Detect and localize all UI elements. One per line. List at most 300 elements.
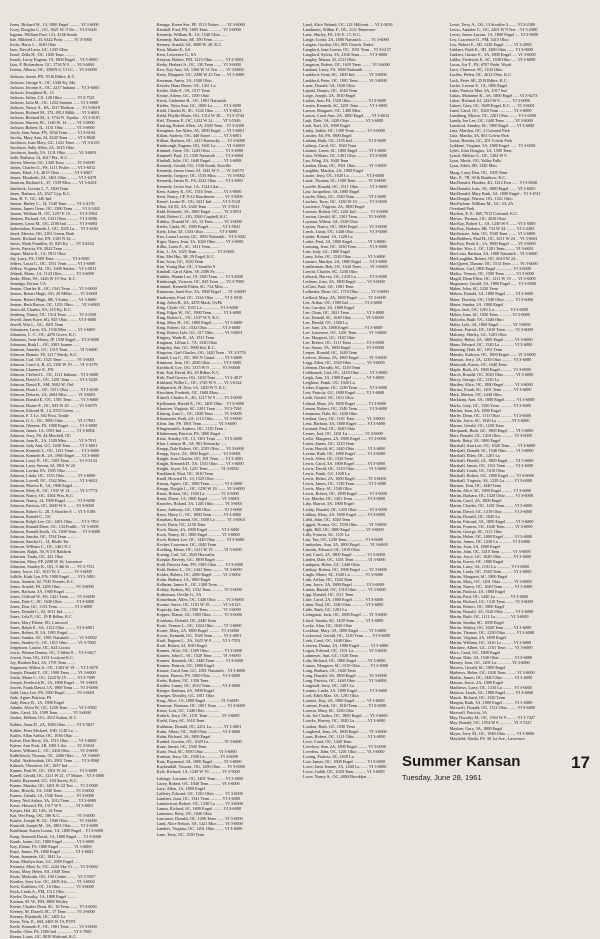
directory-entry: Johnson, Carl, OC, 1525 Tenn ............. VI 3-6001 (10, 357, 95, 363)
directory-entry: Ivrieta, Alberta, OC, 3500N 6, T.O.C. ... VI 3-6000 (10, 67, 97, 73)
directory-entry: Kocher, Lawrence, OC, 1040 Tenn (156, 541, 216, 547)
directory-entry: Loeb, Carol, OC, 1640 Ohio (303, 637, 352, 643)
directory-entry: Jowett, Ivan, OG, 2151 Lockout K.C. (10, 654, 74, 660)
directory-entry: Leigh, Ann, 3A, 1800 Engel ............. VI 3-6000 (303, 375, 385, 381)
directory-entry: Major, Jack, OC, 1201 La .............. VI 3-6000 (449, 306, 528, 312)
directory-entry: Martin, Richard, GC, 1310 Tenn ........ VI 3-6000 (449, 599, 533, 605)
directory-entry: Johnson, Glennie, FS, 1900 Engel ......... VI 3-6000 (10, 422, 98, 428)
directory-entry: Martin, George, 6C, 1111 Ohio (449, 528, 503, 534)
directory-entry: Johansen, Ruth L., OC, 3303 Joanne ...... (10, 341, 80, 347)
directory-entry: Joiner, Joyce, GC, 1615 W. 2 ............ VI 3-6000 (10, 569, 92, 575)
directory-entry: Kalinch, Theodore, OC, 1037 Ind ......... (10, 762, 78, 768)
directory-entry: Mayer, Jerry M., OC, 1940 Ohio ......... VI 3-8000 (449, 730, 535, 736)
directory-entry: Johnson, Judy Ann, GC, 1430 Tenn ....... VI 3-6001 (10, 442, 98, 448)
directory-entry: Keest, Wm. E., 6M, 2405 W 19, PVFI (10, 919, 76, 925)
directory-entry: Lawton, Gerald, 6C, 1301 Tenn ......... VI 3-6000 (303, 213, 386, 219)
directory-entry: Izzo, David Leon, GC, 1235 Ohio (10, 47, 68, 53)
directory-entry: Manson, Jerry, 3A, 1230 Ohio .......... VI 3-6000 (449, 357, 532, 363)
directory-entry: Lord, Edith Mae, 3A, 1201 Ohio (303, 693, 359, 699)
directory-entry: Kreider, Lanny, OC, 2014 Tenn .......... VI 3-6000 (156, 683, 241, 689)
directory-entry: Jensen, Barb Brown, OC, 1251 Ohio ....... VI 3-6000 (10, 301, 100, 307)
directory-entry: Lenz, Barbara, 3A, 1800 Engel ......... VI 3-6000 (303, 420, 386, 426)
directory-entry: Larkin, Ann, FS, 1520 Ohio ............... VI 3-6000 (303, 97, 387, 103)
directory-entry: Luck, Peter, 6E, 25 B Rdbre, K.C. (449, 77, 508, 83)
directory-entry: Johnson, F. J. Le, 302 First, Trndle (10, 412, 69, 418)
directory-entry: Kiefer, Linda, 8C, 1800 Engel ............ VI 3-5041 (156, 223, 241, 229)
directory-entry: Lenhart, Gary, OC, 1101 Tenn .......... VI 3-6000 (303, 415, 385, 421)
directory-entry: Lorimer, Frank, OC, 1610 Tenn ......... VI 3-6000 (303, 703, 387, 709)
directory-entry: Johnson, G. L., OC, 5000 Ohio ............ VI 3-7001 (10, 417, 96, 423)
directory-entry: Lester, James, OC, 1210 Tenn (303, 440, 355, 446)
directory-column-3 (303, 22, 444, 779)
directory-entry: MacLaughlin, Robert, OC, 6610 W 24 ... (449, 256, 520, 262)
directory-entry: Johansen, C. C., OC, 4276 Grove, K.C. (10, 331, 78, 337)
directory-entry: Jensen, Robert Hugh, SB, 3 Sutter ........ VI 3-6600 (10, 296, 97, 302)
directory-entry: Keeney, Elizabeth, OC, 1402 La (10, 914, 66, 920)
directory-entry: Kennedy, James Gene, 6J, 1441 W 9 ..... VI 3-6579 (156, 168, 244, 174)
directory-entry: Loving, Patricia, 6C, 1610 La (303, 753, 354, 759)
directory-entry: Jones, Mary Elaine, 8G, Linwood (10, 619, 68, 625)
directory-entry: Large, Joseph, 2A, 1810 Engel (303, 92, 356, 98)
directory-entry: Keatley, Jerry Lee, OC, 2409 Ala ........ VI 3-6004 (10, 878, 95, 884)
directory-entry: Knight, Joan Charles, OC, 501 Tenn ..... VI 3-4001 (156, 456, 244, 462)
directory-entry: Mackie, Wm. J., OC, 1201 Tenn ......... VI 3-6001 (449, 246, 534, 252)
directory-entry: James, Elizabeth, 2A, 1401 Ohio .......... VI 3-6478 (10, 175, 97, 181)
directory-entry: Koch, Marie, 2A, 1800 Engel ............ VI 3-6000 (156, 526, 240, 532)
directory-entry: Mark, Marion, OC, 1440 Ohio (449, 392, 502, 398)
directory-entry: Matthews, Larry, OC, 1310 La .......... VI 3-6000 (449, 685, 532, 691)
directory-entry: Kemptner, Jon Allen, 3A, 1800 Engel .... VI 3-6001 (156, 127, 245, 133)
directory-entry: Kendall, Fred, PN, 1805 Tenn ............. VI 3-6000 (156, 27, 241, 33)
directory-entry: Joslin, Marie C., OC, 1224 W 19 ......... VI 3-7009 (10, 675, 96, 681)
directory-entry: Little, Ruth, GC, 1201 La (303, 607, 347, 613)
directory-entry: Martin, Shirley, OC, 1620 Tenn ........ VI 3-6000 (449, 624, 532, 630)
directory-entry: Kutz, Raymond, 3A, 1800 Engel ......... VI 3-6000 (156, 758, 242, 764)
directory-entry: Lyles, John Douglas, 3A, 1500 Tenn (449, 148, 512, 154)
directory-entry: Martin, Frances, OC, 1640 Tenn ........ VI 3-6000 (449, 523, 533, 529)
directory-entry: Keck, Linda A., FM, 1512 Ohio ........... (10, 889, 78, 895)
directory-entry: King, Robert, GC, 1532 Ohio ............. VI 3-6000 (156, 324, 241, 330)
directory-entry: Martin, Linda, OC, 1540 Tenn .......... VI 3-6000 (449, 569, 532, 575)
directory-entry: Marshall, Donald, 6C, 1540 Ohio ....... VI 3-6000 (449, 447, 534, 453)
directory-entry: Kramer, Kenneth, OC, 1440 Tenn ......... VI 3-6000 (156, 657, 244, 663)
directory-entry: Joseph, Donald T., OC, 1900 Tenn ....... VI 3-6000 (10, 670, 96, 675)
directory-entry: Legg, Allen, OC, 1520 Ohio ............. VI 3-6000 (303, 360, 385, 366)
directory-entry: Martin, James, OC, 1230 La ............ VI 3-6000 (449, 538, 531, 544)
directory-entry: Jackson, Richard M., 3, 1734 N. Topeka .. VI 3-6101 (10, 114, 101, 120)
directory-entry: Lefevre, Donna, 2A, 1800 Engel ........ VI 3-6000 (303, 355, 387, 361)
directory-entry: Jenks, Ellen, 8A, 1426 W 19 Terr, K.C. (10, 276, 77, 282)
directory-entry: Kieffer, Neva Ann, GC, 1000 La ......... VI 3-6000 (156, 102, 242, 108)
directory-entry: Jarvis, Patricia, FS, 2042 Tenn .......... (10, 246, 74, 252)
directory-entry: Lemon, Robert, OC, 1540 Tenn .......... VI 3-6000 (303, 405, 388, 411)
directory-entry: Lee, Chun, OC, 1021 Tenn ............... VI 3-6000 (303, 309, 385, 315)
directory-entry: Lundy, Joe Lee, OC, 1440 Tenn ......... VI 3-6000 (449, 117, 533, 123)
directory-entry: Kolterman, Orville G., 3A (156, 592, 202, 598)
directory-entry: Johnson, Ronald Dene, OC, 134 Frnhls .. VI 3-6000 (10, 523, 99, 529)
directory-entry: Maag, Larry Don, OC, 1305 Tenn (449, 170, 508, 176)
directory-entry: Knoop, Agnes, OC, 1000 Tenn ............. VI 3-6000 (156, 481, 243, 487)
directory-entry: Latham, Ruth, OC, 1105 Ind .............. VI 3-6000 (303, 138, 387, 144)
directory-entry: Lucas, Joe T., FS, 6707 Pride, Wyatt (449, 62, 512, 68)
directory-entry: Kennedy, Gerald, OG, 1530 South, Kmville (156, 163, 232, 169)
directory-entry: Johnson, Edward H., 14, 5555 Green ...... (10, 407, 81, 413)
directory-entry: Martin, John, OC, 1410 Tenn ........... VI 3-6000 (449, 548, 531, 554)
directory-entry: Martin, Virginia, 2A, 1800 Engel (449, 634, 506, 640)
directory-entry: Irwin, Harry L., 1040 Ohio (10, 42, 57, 48)
directory-column-2 (156, 22, 298, 837)
directory-entry: Lash, Dale, 3A, 1420 Ohio .............. VI 3-6000 (303, 117, 384, 123)
directory-entry: Jackson, Robert, IL, 1131 Ohio ........... VI 3-6000 (10, 124, 95, 130)
directory-entry: Jarrett, Richard Joe, FN, 1301 N 34 .... (10, 235, 76, 241)
directory-entry: Lohr, Richard, OC, 1800 Engel ......... VI 3-6000 (303, 657, 386, 663)
directory-entry: Kimbrough, Victoria, OC, 843 Tenn ...... VI 3-7880 (156, 279, 244, 285)
directory-entry: Kent, Nancy, CF, 9-12 Hawthorne ........ VI 3-5000 (156, 193, 243, 199)
directory-entry: Larson, Carol Ann, 2A, 1800 Engel ...... VI 3-6012 (303, 112, 390, 118)
directory-entry: Jolliffe, Kath Lyn, FN, 1900 Engel ...... VI 3-5001 (10, 574, 96, 580)
directory-entry: Martin, Paul, OC, 1440 La ............. VI 3-6000 (449, 594, 529, 600)
directory-entry: Kennedy, William R., 1A, 1540 Ohio ...... (156, 32, 228, 38)
directory-entry: Lee, Arthur, OC, 1500 Ind .............. VI 3-6000 (303, 299, 383, 305)
directory-entry: Levin, Harold, 6C, 1440 Ohio ........... VI 3-6000 (303, 445, 386, 451)
directory-entry: Kaye, James, FS, 1800 Engel ............. VI 3-6602 (10, 848, 94, 854)
directory-entry: Madison, Carl, 1800 Engel ............... VI 3-6000 (449, 266, 531, 272)
directory-entry: Long, Donald, 3A, 1800 Engel ........... VI 3-6000 (303, 673, 387, 679)
directory-entry: Johansen, Gene Henry, IP, 1530 Engel .... VI 3-6000 (10, 336, 99, 342)
directory-entry: Kahler, Anna D., 2A, 1040 Ohio ......... VI 3-5827 (10, 722, 95, 728)
directory-entry: Kingery, Wade R., 3A, 1511 Tenn (156, 334, 214, 340)
directory-entry: Light, Bill, OC, 1800 Engel ............. VI 3-6000 (303, 526, 384, 532)
directory-entry: Kiddoo, Donald W., 3A, 12 Tenn ......... VI 3-6000 (156, 218, 242, 224)
directory-entry: Lambertson, Robert, OC, 1330 La ........ VI 3-6000 (156, 801, 243, 807)
directory-entry: Ivory, Douglas C., GC, 5621 W. 9 Ter ... VI 3-6441 (10, 27, 98, 33)
directory-entry: Kanne, Marsha, OC, 1401 W 24 Terr ..... VI 3-5000 (10, 783, 98, 789)
directory-entry: Johnson, Lavina, 8A, 1505 Ohio .......... (10, 468, 77, 474)
directory-entry: Keats, Malcolm, OG, 100 Center ......... VI 3-5507 (10, 873, 96, 879)
directory-entry: Marquardt, Ruth, GC, 1800 Engel ...... VI 3-6000 (449, 427, 534, 433)
directory-entry: Longstaff, Jerry, OC, 1201 La (303, 683, 354, 689)
directory-entry: Marshall, Ellen, OC, 1201 La (449, 452, 500, 458)
directory-entry: Leaming, Jean, OC, 1030 Tenn ........... VI 3-6000 (303, 244, 388, 250)
directory-entry: Langston, Robert, OC, 1610 Tenn ......... VI 3-6000 (303, 62, 390, 68)
directory-entry: Jackson, Annie, PN, 39 & Rdbre, K.C. (10, 74, 76, 80)
directory-entry: Lovelace, Ann, 2A, 1800 Engel ......... VI 3-6000 (303, 743, 386, 749)
directory-entry: May, Ronald, OC, 1954 W 9 ............. VI 3-7427 (449, 720, 532, 726)
directory-entry: Latta, William, OC, 1401 Ohio ........... VI 3-6000 (303, 153, 387, 159)
directory-entry: Levine, Ruth, OC, 1800 Engel .......... VI 3-6000 (303, 450, 386, 456)
directory-entry: Lee, Carolyn, 3A, 1800 Engel (303, 304, 355, 310)
directory-entry: Masters, Gerald, 6C, 1800 Engel (449, 664, 506, 670)
directory-entry: Knapp, Dale Robert, OC, 2105 Ohio ..... VI 3-6000 (156, 445, 244, 451)
directory-entry: Lewis, Carol, 3A, 1800 Engel ........... VI 3-6000 (303, 461, 386, 467)
directory-entry: Ivens, Richard W., 13, 1800 Engel .......... VI 3-6000 (10, 22, 99, 27)
directory-entry: Johnson, Clarence E., FN (10, 367, 54, 373)
directory-entry: Mauck, Richard, OC, 1520 Tenn (449, 695, 505, 701)
directory-entry: Jones, Don, GC, 1133 Tenn ............... VI 3-6000 (10, 604, 93, 610)
directory-entry: Leonard, Paul, OC, 1620 Ohio (303, 425, 356, 431)
directory-entry: Jorris, Winton Dennis, OC, 3 Stffer 8 ... VI 3-6617 (10, 649, 97, 655)
directory-entry: Kopecky, Jan, OC, 1500 Tenn ............. VI 3-6000 (156, 607, 241, 613)
directory-entry: Lomax, Margaret, 6C, 1310 Ohio ........ VI 3-6000 (303, 662, 389, 668)
directory-entry: Koepke, Beverly, GC, 1800 Engel ........ (156, 556, 225, 562)
directory-entry: Lerner, Joel, OC, 1201 La ............... VI 3-6000 (303, 430, 383, 436)
directory-entry: Kettler, Dale F., 3A, 1517 Tenn (156, 87, 210, 93)
directory-entry: Martin, Nancy, OC, 1020 Tenn .......... VI 3-6000 (449, 584, 533, 590)
directory-entry: Kimmel, Kenneth Elden, 6C, 714 Miss .... (156, 284, 229, 290)
directory-entry: Ley, Martha, OC, 1201 Tenn ............. VI 3-6000 (303, 496, 386, 502)
directory-entry: Kuhn, Albert, OC, 1640 Ohio ............. VI 3-6000 (156, 728, 241, 734)
directory-entry: Maier, Dorothy, OC, 1540 Ohio ......... VI 3-6000 (449, 296, 533, 302)
directory-entry: Markham, Ann, 3A, 1800 Engel .......... VI 3-6000 (449, 397, 535, 403)
directory-entry: Johnson, Annette, GC, 1515 Tenn .......... VI 3-6000 (10, 347, 98, 352)
directory-entry: Marshall, Virginia, 3A, 1230 La ........ VI 3-6000 (449, 478, 533, 484)
directory-entry: Mann, Edward, OC, 1520 La ............. VI 3-6000 (449, 341, 533, 347)
directory-entry: Kaiser, William L., OC, 2416 Ohio ........ VI 3-6000 (10, 747, 98, 753)
directory-entry: Kyle, Richard, 1A, 1240 W 19 ........... VI 3-5000 (156, 768, 240, 774)
directory-entry: Jay, Larry, FS, 1500 Tenn ................ VI 3-6001 (10, 256, 91, 262)
page-footer (402, 753, 590, 791)
directory-entry: Johnson, Clifford L., OC, 1111 Indiana .. VI 3-6000 (10, 372, 99, 378)
directory-entry: Kaup, Kenneth David, 1A, 1800 Engel ..... VI 3-6000 (10, 833, 102, 839)
directory-entry: Kuhlman, Donald, OC, 2231 La .......... VI 3-4001 (156, 723, 242, 729)
directory-entry: Leasure, Marilyn, 2A, 1800 Engel ...... VI 3-6000 (303, 259, 388, 265)
directory-entry: Latimer, Loren, 6C, 1800 Engel ......... VI 3-6000 (303, 148, 387, 154)
directory-entry: Mantooth, Karen, OC, 1640 Tenn (449, 362, 507, 368)
directory-entry: Kunkel, Gordon, OC, 1020 La ............. VI 3-6000 (156, 738, 242, 744)
directory-entry: Jans, R. V., GC, 340 Ind (10, 195, 52, 201)
directory-entry: Kiehl, Phyllis Marie, OG, 1314 W 30 .... VI 3-3744 (156, 112, 245, 118)
directory-entry: Kohn, Barbara, 1A, 1800 Engel (156, 577, 211, 583)
directory-entry: Lavelle, Ronald, OC, 1311 Ohio ......... VI 3-6000 (303, 183, 388, 189)
directory-entry: Marshall, Ann Lee, OC, 1020 Tenn ...... VI 3-6000 (449, 442, 536, 448)
directory-entry: Jewell, Wm L., GC, 1601 Tenn (10, 321, 64, 327)
directory-entry: Lassiter, Ed, FS, 1800 Engel (303, 133, 352, 139)
directory-entry: Marshall, Harold, 2A, 1800 Engel ...... VI 3-6000 (449, 458, 534, 464)
directory-entry: Marner, Gerald, OC, 1230 Tenn (449, 422, 504, 428)
page-number: 17 (571, 753, 590, 772)
directory-entry: Karny, Neil Arthur, 3A, 1012 Tenn ....... VI 3-6000 (10, 798, 97, 804)
directory-entry: Jensen, Charles K., OC, 1541 Tenn ....... VI 3-6000 (10, 286, 97, 292)
directory-entry: Leach, Linda, OC, 1440 Ohio ............. VI 3-6000 (303, 228, 387, 234)
directory-entry: Kohl, Patricia Ann, PN, 1305 Ohio ....... VI 3-6000 (156, 562, 244, 568)
directory-entry: Kim, Mei Hui, 3B, 29 Engel, K.C. (156, 254, 216, 260)
directory-entry: Kallal, Abdelwahab, OG, 2901 Tenn ....... VI 3-8560 (10, 757, 100, 763)
directory-entry: Langford, Sylvia, 3A, 4106 Tenn ........ VI 3-6600 (303, 52, 388, 58)
directory-entry: Marler, Dean, OC, 1111 Ohio ........... VI 3-6000 (449, 412, 531, 418)
directory-entry: Johnston, Trudy, OC, 421 Ohio (10, 553, 64, 559)
directory-entry: Kimball, Julie, OC, 1640 Engel ........... VI 3-6008 (156, 158, 242, 164)
directory-entry: Land, Alice Nelson, 3A, 1421 Miss ...... VI 3-6000 (156, 821, 243, 827)
directory-entry: Jonas, Annette, 6J, 7545 Everett, K.C. (10, 579, 75, 585)
directory-entry: Marsh, Betty, 3A, 1800 Engel (449, 437, 501, 443)
directory-entry: Lammers, Betty, OC, 1020 Ohio (156, 811, 212, 817)
directory-entry: Ingram, William Paul, 131, 4146 South (10, 32, 77, 38)
directory-entry: Kennedy, Gregory, OC, 1516 Miss ......... VI 3-6002 (156, 173, 245, 179)
directory-entry: Koppes, Elaine, GC, 1005 Ohio ........... VI 3-6000 (156, 612, 242, 618)
directory-entry: Ketzel, Lester D., OG, 1621 Ind ......... VI 3-5118 (156, 198, 241, 204)
directory-entry: Kimbrough, Eugene, OG, 1601 La ......... VI 3-6000 (156, 143, 245, 149)
directory-entry: Kieck, Catherine H., OC, 1801 Naismith (156, 97, 226, 103)
directory-entry: Kent, Audrey E., OC, 1516 Tenn ......... VI 3-6000 (156, 188, 242, 194)
directory-entry: Mac, F., 7B, 30 & Rainbow, K.C. (449, 175, 507, 181)
directory-entry: Martin, Karen, OC, 1800 Engel (449, 558, 504, 564)
directory-entry: Koster, Mary, 2A, 1800 Engel ........... VI 3-6000 (156, 627, 239, 633)
directory-entry: Lunsford, Stanley, 6C, 1800 Engel ...... VI 3-6000 (449, 122, 535, 128)
directory-entry: Jackson, Nancy A., 8A, 1517 Hodson ...... VI 3-6618 (10, 104, 100, 110)
directory-entry: Kahler, Peter Michael, 10D, 1140 La .... (10, 727, 78, 733)
directory-entry: Martin, Alice, 6C, 1800 Engel .......... VI 3-6000 (449, 488, 532, 494)
directory-entry: Kim, J., 3A, 1025 Tenn .................. VI 3-6001 (156, 249, 235, 255)
directory-entry: Kirk, Earl David, 6G, 29 Rdbre, K.C. (156, 370, 221, 376)
directory-entry: Joseph, Frederick B., 1A, 1800 Engel .... VI 3-6001 (10, 680, 98, 686)
directory-entry: Kim, Soon, GC, 1020 Tenn (156, 259, 204, 265)
directory-entry: Jackson, Richard M., 174, 4912 Milth ..... VI 3-6001 (10, 109, 100, 115)
directory-entry: Matson, Joyce, 2A, 1800 Engel (449, 680, 503, 686)
directory-entry: Lowe, Janis Jeanne, 3A, 1440 La ....... VI 3-6000 (303, 763, 387, 769)
directory-entry: Lawless, Terry, OC, 1230 W 19 .......... VI 3-6000 (303, 198, 387, 204)
directory-entry: Liby, Sharon, 3A, 1800 Engel (303, 501, 354, 507)
directory-entry: Kiely, John, 3Z, 1333 Ohio .............. VI 3-6000 (156, 228, 238, 234)
directory-entry: Knox, Anthony, GC, 1500 Ohio ........... VI 3-6000 (156, 506, 242, 512)
directory-entry: Lee, Donald, 6C, 1640 Ohio ............ VI 3-6000 (303, 314, 384, 320)
directory-entry: Johnson, Nancy, 14, 1900 Engel .......... VI 3-6000 (10, 498, 96, 504)
directory-entry: Jacobson, Joan Mary, GC, 1241 Tenn ...... VI 3-6153 (10, 140, 100, 146)
directory-entry: Lee, Lawrence, OC, 1201 Tenn .......... VI 3-6000 (303, 329, 387, 335)
directory-entry: Lindquist, Helen, GC, 1440 Ohio (303, 562, 360, 568)
directory-entry: Johnson, Ronald C., OC (10, 513, 52, 519)
directory-column-4 (450, 22, 591, 752)
directory-entry: Jules, Carol, 3A, 1509 Tenn ............. VI 3-6000 (10, 710, 91, 716)
directory-entry: Klingensmith, Andrew, OC, 1135 Tenn ... (156, 425, 228, 431)
directory-entry: Kaser, Howard, FS, 1317 W 9 ............ VI 3-6001 (10, 803, 94, 809)
directory-entry: Lange, Lorita, 2A, 1800 Naismith ........ VI 3-6000 (303, 37, 389, 43)
directory-entry: Martin, Joan, 2A, 1800 Engel (449, 543, 500, 549)
directory-entry: Kaiser, Ann Pratt, 2B, 1801 Lilac ........ VI 3-6041 (10, 742, 95, 748)
directory-entry: Kennedy, James R., FS, 2223 Ohio ....... VI 3-6001 (156, 178, 244, 184)
directory-entry: Jaskevtskas, Kenneth J., OC, 1025 La .... VI 3-6102 (10, 225, 99, 231)
directory-entry: Leader, Roland, 1A, 1220 La (303, 233, 353, 239)
directory-entry: Kenage, Karen Sue, FF, 1513 Naism ...... VI 3-6000 (156, 22, 245, 27)
directory-entry: Loucks, Harvey, OC, 1020 La ........... VI 3-6000 (303, 718, 386, 724)
directory-entry: Lockwood, Gerald, OC, 1210 Tenn ....... VI 3-6000 (303, 632, 390, 638)
directory-entry: Laughlin, Marilyn, 2A, 1800 Engel (303, 168, 364, 174)
directory-entry: Klausmeier, Ruth, 2A, 1115 Ohio ........ VI 3-6000 (156, 415, 242, 421)
directory-entry: Kennedy, Lewis Sue, 1A, 1124 Lilac ...... (156, 183, 227, 189)
directory-entry: Jones, Stanley O., OC, 1811 Ohio ........ VI 3-7000 (10, 639, 96, 645)
directory-entry: Kollman, James E., OC, 1300 Tenn ...... (156, 582, 225, 588)
directory-entry: Louis, Robert, OC, 1111 Ohio ........... VI 3-6000 (303, 733, 386, 739)
directory-entry: MacDonald, Mary Ruth, 3A, 1800 Engel .. VI 3-4511 (449, 190, 541, 196)
directory-entry: Laptad, Dennis, OC, 1040 Tenn (303, 87, 358, 93)
directory-entry: Lee, Harold, OC, 1500 La (303, 319, 348, 325)
directory-entry: Leland, Mary, 2A, 1800 Engel ........... VI 3-6000 (303, 400, 387, 406)
directory-entry: Lewis, Robert, OC, 1800 Engel .......... VI 3-6000 (303, 491, 387, 497)
directory-entry: Kohl, Robert L., OC, 1441 Tenn .......... VI 3-6000 (156, 567, 242, 573)
directory-entry: Kean, Jeannette, GC, 1841 La ............ (10, 853, 75, 859)
directory-entry: Judd, Gary Lee, PS, 1500 Engel .......... VI 3-6001 (10, 690, 95, 696)
directory-entry: Johnson, Duane E., OC, 843 W 20 ........ VI 3-6079 (10, 402, 97, 408)
directory-entry: Johnson, Kenneth L., OC, 1211 Tenn ...... VI 3-6000 (10, 447, 100, 453)
directory-entry: Kamm, Paul W., GC, 1301 W 24 ........... VI 3-6000 (10, 767, 98, 773)
directory-entry: Leatherman, Bob, OC, 1620 Tenn ....... VI 3-6000 (303, 264, 388, 270)
directory-entry: Mathews, Helen, OC, 1020 Tenn ......... VI 3-6000 (449, 670, 535, 675)
directory-entry: Martin, Donald, OC, 1020 La (449, 513, 500, 519)
directory-entry: Overland Park (449, 205, 475, 211)
directory-entry: Lane, Terry, OC, 1530 Tenn (156, 831, 204, 837)
directory-entry: Keeler, Dorothy, 1A, 1800 Engel ......... (10, 894, 77, 900)
directory-entry: Lucke, Lavern F., 1A, 1800 Engel (449, 82, 508, 88)
directory-entry: Martin, Larry, 3A, 1101 La ............. VI 3-6000 (449, 564, 530, 570)
directory-entry: Jude, Agnes Patricia, PS (10, 695, 52, 701)
directory-entry: Krause, Harvey, PS, 1000 Ohio .......... VI 3-6000 (156, 673, 241, 679)
directory-entry: Koch, Nancy, 6C, 1800 Engel ............ VI 3-6000 (156, 531, 240, 537)
directory-entry: Liggett, Norma, GC, 1530 Ohio ......... VI 3-6000 (303, 521, 387, 527)
directory-entry: Lancaster, Donald, OC, 1200 Tenn ....... VI 3-6000 (156, 816, 243, 822)
directory-entry: Johnson, Lowell, OC, 1542 Miss ........... VI 3-6022 (10, 478, 98, 484)
directory-entry: Loomis, Linda, 2A, 1800 Engel .......... VI 3-6000 (303, 688, 388, 694)
directory-entry: Kirchhoff, Lee, OG, 1315 W 9 ........... VI 3-6000 (156, 365, 240, 371)
directory-entry: Lipp, Donald, OC, 1111 Tenn (303, 592, 354, 598)
directory-entry: Johnson, Sandra G., 14, Bluffs Ter (10, 538, 69, 544)
directory-entry: Marden, Alice, OC, 1800 Engel ......... VI 3-6000 (449, 382, 533, 388)
directory-entry: Loy, Lawrence G., FM, 3415 Ohio (449, 37, 509, 43)
directory-entry: Kanell, Gerald, OC, 1211 W 21, 17 Matter .. VI 3-5000 (10, 772, 105, 778)
directory-entry: Kerby, Herbert Jr., OC, 130 Tenn ........ VI 3-6000 (156, 62, 241, 68)
directory-entry: Langford, Jean Louise, OC, 1051 Tenn .. VI 3-6157 (303, 47, 391, 53)
directory-entry: Luker, Richard, 6J, 1423 W 9 .......... VI 3-6000 (449, 97, 530, 103)
directory-entry: Kingston, Gail Charles, OG, 1420 Tenn .. VI 3-3776 (156, 350, 246, 356)
directory-entry: Knoll, Howard H., 13, 1525 Ohio ........ (156, 476, 224, 482)
directory-entry: Johnson, Bonnie, FS, 3217 Wardy, K.C. (10, 352, 78, 358)
directory-entry: Laurie, Jerry, OC, 1020 La ............... VI 3-6000 (303, 173, 385, 179)
directory-entry: Lamm, Richard, 6C, 1800 Engel ......... VI 3-6000 (156, 806, 242, 812)
directory-entry: Kessler, Hans Dieter, OC, 1411 La (156, 82, 216, 88)
directory-entry: Leavitt, Charles, 6C, 1230 Ohio (303, 269, 358, 275)
directory-entry: Lutz, Marilyn, OC, 2 Colonial Park (449, 127, 510, 133)
directory-entry: Kushnir, Jerry, OC, 1930 La ............. VI 3-6000 (156, 753, 238, 759)
directory-entry: Johnson, Dean L., OC, 1551 Ohio .......... VI 3-6230 (10, 387, 99, 393)
directory-entry: Luce, Clarence, 8C, 1104 Ohio (449, 67, 503, 73)
directory-entry: Kenney, Arnold, 6A, 3000 W. 40, K.C. (156, 42, 223, 48)
directory-entry: Manning, Dale, 6C, 1101 Tenn (449, 347, 502, 352)
issue-date: Tuesday, June 28, 1961 (402, 773, 482, 782)
directory-entry: Marino, Frank, 6C, 1201 Tenn .......... VI 3-6000 (449, 387, 532, 393)
directory-entry: Langen, Gordon, OG, 803 Church, Endor (303, 42, 374, 48)
directory-entry: Lash, Karl, 3A, 1800 Engel (303, 122, 350, 128)
directory-entry: Lowe, Terry A., OG, 13 Stouffer 3 ....... VI 3-2300 (449, 22, 536, 27)
directory-entry: Mayfield, Sheila, FS, 30 1st Ave., Lawrence (449, 735, 525, 741)
directory-entry: Kidd, Robert C., OG, 2560 Crsphell, K.C. (156, 213, 229, 219)
directory-entry: Johnson, James, 1A, 1505 Ind ............. VI 3-6004 (10, 427, 95, 433)
directory-entry: Marcy, George, GC, 1310 La (449, 377, 500, 383)
directory-entry: Knight, Kenneth D., 5A, 1531 Ohio ...... VI 3-6000 (156, 461, 244, 467)
directory-entry: Malin, Lyle, 3A, 1800 Engel ............ VI 3-6000 (449, 321, 531, 327)
directory-entry: Jamison, Richard L., 47, 1539 Miss ...... VI 3-6204 (10, 180, 97, 186)
directory-entry: Kent, Lawrence G., 6A (156, 52, 197, 58)
directory-entry: Larson, Margaret, OC, 1400 Miss (303, 107, 361, 113)
directory-entry: Johnson, Delores, 2A, 2604 Miss ......... VI 3-6001 (10, 392, 96, 398)
directory-entry: Kearney, Mary Jo, OG, 2222 Sky Ct ...... VI 3-6002 (10, 863, 98, 869)
directory-entry: Koontz, Steve, OC, 1101 W 19 ........... VI 3-6123 (156, 602, 241, 608)
directory-entry: Linn, Joyce, 3A, 1800 Engel ............ VI 3-6000 (303, 582, 385, 588)
directory-entry: Killian, Barbara, OC, 1411 Kentucky ..... VI 3-6000 (156, 138, 245, 144)
directory-entry: Kindsvater, Fred, OC, 1334 Ohio ......... VI 3-5010 (156, 294, 243, 300)
directory-entry: Magill, Dean Ellen, OC, 1211 W 19 ..... VI 3-6000 (449, 276, 536, 282)
directory-entry: Kailin, Allan Arthur, OC, 1036 Ohio ...... (10, 732, 80, 738)
directory-entry: Lloyd, Sandra, 6C, 1430 Tenn ......... VI 3-6000 (303, 617, 384, 623)
directory-entry: MacKenzie, John, OC, 1940 Tenn ........ VI 3-6000 (449, 230, 536, 236)
directory-entry: Johnson, Joan K., 2A, 1529 Miss .......... VI 3-7911 (10, 437, 97, 443)
